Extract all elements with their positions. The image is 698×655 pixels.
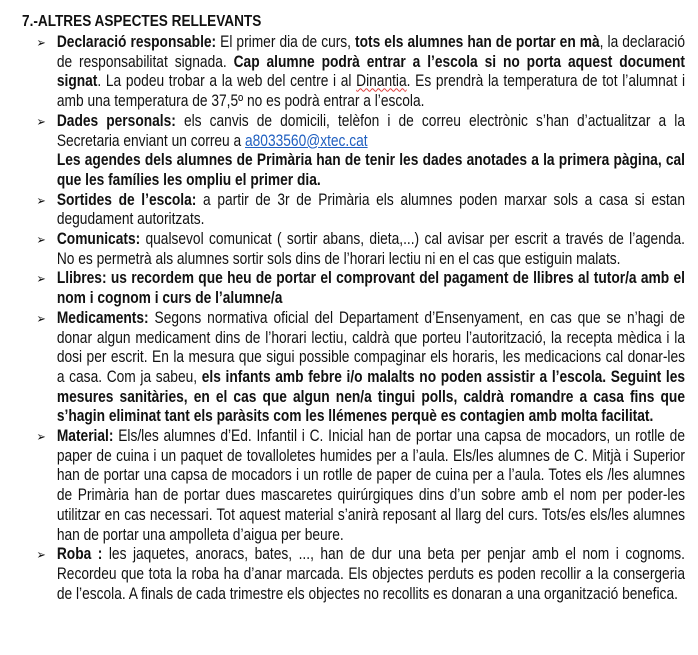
item-text: El primer dia de curs,	[216, 33, 356, 51]
item-heading: Sortides de l’escola:	[56, 190, 197, 209]
item-heading: Comunicats:	[56, 230, 141, 249]
arrow-bullet-icon: ➢	[36, 310, 46, 326]
arrow-bullet-icon: ➢	[36, 35, 46, 50]
item-text: . Es prendrà la temperatura de tot l’alumnat i amb una temperatura de 37,5º no es podrà entrar a l’escola.	[56, 72, 686, 111]
item-emphasis: Cap alumne podrà entrar a l’escola si no porta aquest document signat	[56, 52, 685, 91]
item-text: Segons normativa oficial del Departament d’Ensenyament, en cas que se n’hagi de donar algun medicament dins de l’horari lectiu, caldrà que porteu l’autorització, la recepta mèdica i la dosi per escrit. En la mesura que sigui possible compaginar els horaris, les medicacions cal donar-les a casa. Com ja sabeu,	[56, 308, 686, 386]
item-text: qualsevol comunicat ( sortir abans, dieta,...) cal avisar per escrit a través de l’agenda. No es permetrà als alumnes sortir sols dins de l’horari lectiu ni en el cas que estiguin malats.	[56, 230, 686, 268]
item-emphasis: tots els alumnes han de portar en mà	[355, 33, 600, 51]
item-text: Els/les alumnes d’Ed. Infantil i C. Inicial han de portar una capsa de mocadors, un rotlle de paper de cuina i un paquet de tovalloletes humides per a l’aula. Els/les alumnes de C. Mitjà i Superior han de portar una capsa de mocadors i un rotlle de paper de cuina per a l’aula. Totes els /les alumnes de Primària han de portar dues mascaretes quirúrgiques dins d’un sobre amb el nom per poder-les utilitzar en cas necessari. Tot aquest material s’anirà reposant al llarg del curs. Tots/es els/les alumnes han de portar una ampolleta d’aigua per beure.	[56, 427, 686, 544]
list-item-material	[22, 427, 685, 545]
item-text: les jaquetes, anoracs, bates, ..., han de dur una beta per penjar amb el nom i cognoms. Recordeu que tota la roba ha d’anar marcada. Els objectes perduts es poden recollir a la consergeria de l’escola. A finals de cada trimestre els objectes no recollits es donaran a una organització benefica.	[56, 545, 686, 603]
item-heading: Medicaments:	[56, 308, 149, 327]
section-title: 7.-ALTRES ASPECTES RELLEVANTS	[22, 13, 262, 30]
item-heading: Declaració responsable:	[56, 33, 217, 51]
arrow-bullet-icon: ➢	[36, 271, 46, 287]
arrow-bullet-icon: ➢	[36, 547, 46, 563]
item-text: . La podeu trobar a la web del centre i al	[97, 72, 357, 91]
list-item-llibres	[22, 269, 685, 308]
item-heading: Roba :	[56, 545, 103, 564]
arrow-bullet-icon: ➢	[36, 429, 46, 445]
item-emphasis: els infants amb febre i/o malalts no poden assistir a l’escola. Seguint les mesures sanitàries, en el cas que algun nen/a tingui polls, caldrà romandre a casa fins que s’hagin eliminat tant els paràsits com les llémenes perquè es contagien amb molta facilitat.	[56, 367, 686, 426]
bullet-list	[22, 33, 685, 604]
arrow-bullet-icon: ➢	[36, 192, 46, 208]
item-text: , la declaració de responsabilitat signada.	[56, 33, 685, 71]
list-item-medicaments	[22, 309, 685, 427]
item-heading: Dades personals:	[56, 111, 176, 130]
spellcheck-word: Dinantia	[356, 72, 407, 91]
item-emphasis: Les agendes dels alumnes de Primària han de tenir les dades anotades a la primera pàgina, cal que les famílies les ompliu el primer dia.	[56, 151, 686, 189]
list-item-roba	[22, 545, 685, 604]
list-item-comunicats	[22, 230, 685, 269]
list-item-declaracio	[22, 33, 685, 112]
arrow-bullet-icon: ➢	[36, 113, 46, 129]
item-heading: Material:	[56, 427, 114, 446]
document-page	[22, 12, 685, 604]
email-link[interactable]: a8033560@xtec.cat	[245, 131, 368, 150]
list-item-dades-personals	[22, 112, 685, 191]
item-text: els canvis de domicili, telèfon i de correu electrònic s’han d’actualitzar a la Secretaria enviant un correu a	[56, 111, 685, 150]
arrow-bullet-icon: ➢	[36, 232, 46, 248]
item-emphasis: Llibres: us recordem que heu de portar el comprovant del pagament de llibres al tutor/a amb el nom i cognom i curs de l’alumne/a	[56, 269, 686, 308]
list-item-sortides	[22, 191, 685, 230]
item-text: a partir de 3r de Primària els alumnes poden marxar sols a casa si estan degudament autoritzats.	[56, 190, 685, 229]
